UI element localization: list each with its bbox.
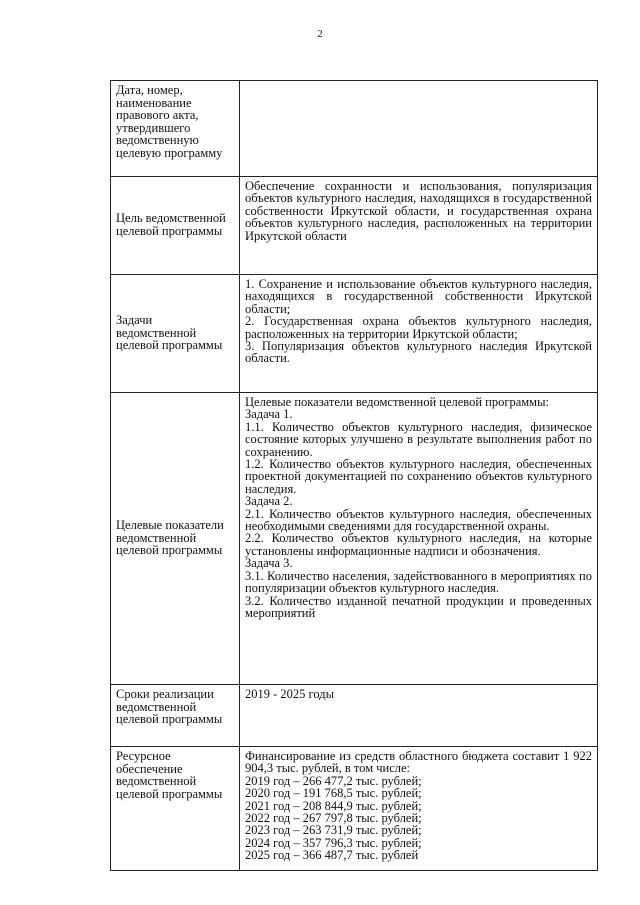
row-value-line: Финансирование из средств областного бюджета составит 1 922 904,3 тыс. рублей, в том числе: <box>245 749 592 776</box>
row-label: Ресурсное обеспечение ведомственной целевой программы <box>111 747 240 871</box>
program-passport-table <box>110 80 598 871</box>
table-row <box>111 685 598 747</box>
row-value-line: 1. Сохранение и использование объектов культурного наследия, находящихся в государственной собственности Иркутской области; <box>245 277 592 316</box>
row-label: Целевые показатели ведомственной целевой программы <box>111 393 240 685</box>
row-label: Сроки реализации ведомственной целевой программы <box>111 685 240 747</box>
table-row <box>111 747 598 871</box>
row-value-line: Обеспечение сохранности и использования, популяризация объектов культурного наследия, находящихся в государственной собственности Иркутской области, и государственная охрана объектов культурного наследия, расположенных на территории Иркутской области <box>245 179 592 243</box>
row-label: Дата, номер, наименование правового акта, утвердившего ведомственную целевую программу <box>111 81 240 177</box>
row-value <box>240 393 598 685</box>
row-value-line: 2022 год – 267 797,8 тыс. рублей; <box>245 811 422 826</box>
row-value-line: 2019 - 2025 годы <box>245 687 335 701</box>
row-value-line: 2024 год – 357 796,3 тыс. рублей; <box>245 835 422 850</box>
row-value-line: 3.1. Количество населения, задействованного в мероприятиях по популяризации объектов культурного наследия. <box>245 568 592 596</box>
row-value-line: 2021 год – 208 844,9 тыс. рублей; <box>245 798 422 813</box>
table-row <box>111 393 598 685</box>
row-value-line: 2020 год – 191 768,5 тыс. рублей; <box>245 786 422 801</box>
row-label: Задачи ведомственной целевой программы <box>111 275 240 393</box>
table-row <box>111 275 598 393</box>
row-value <box>240 747 598 871</box>
row-value-line: Задача 2. <box>245 494 293 509</box>
row-value-line: 3. Популяризация объектов культурного наследия Иркутской области. <box>245 339 592 366</box>
table-row <box>111 81 598 177</box>
row-value-line: 2025 год – 366 487,7 тыс. рублей <box>245 848 419 863</box>
row-value-line: 2.1. Количество объектов культурного наследия, обеспеченных необходимыми сведениями для государственной охраны. <box>245 506 592 534</box>
table-row <box>111 177 598 275</box>
row-value-line: Целевые показатели ведомственной целевой программы: <box>245 395 549 409</box>
row-value-line: Задача 3. <box>245 556 293 571</box>
row-value-line: 2019 год – 266 477,2 тыс. рублей; <box>245 773 422 788</box>
row-value-line: 2. Государственная охрана объектов культурного наследия, расположенных на территории Иркутской области; <box>245 314 592 341</box>
row-value-line: 1.2. Количество объектов культурного наследия, обеспеченных проектной документацией по сохранению объектов культурного наследия. <box>245 457 592 496</box>
row-value-line: 1.1. Количество объектов культурного наследия, физическое состояние которых улучшено в результате выполнения работ по сохранению. <box>245 419 592 459</box>
row-value-line: 2023 год – 263 731,9 тыс. рублей; <box>245 823 422 838</box>
row-value <box>240 177 598 275</box>
row-value <box>240 685 598 747</box>
row-value <box>240 275 598 393</box>
page-number: 2 <box>317 28 323 40</box>
row-label: Цель ведомственной целевой программы <box>111 177 240 275</box>
row-value <box>240 81 598 177</box>
row-value-line: 2.2. Количество объектов культурного наследия, на которые установлены информационные надписи и обозначения. <box>245 531 592 558</box>
row-value-line: Задача 1. <box>245 407 293 422</box>
row-value-line: 3.2. Количество изданной печатной продукции и проведенных мероприятий <box>245 593 592 620</box>
